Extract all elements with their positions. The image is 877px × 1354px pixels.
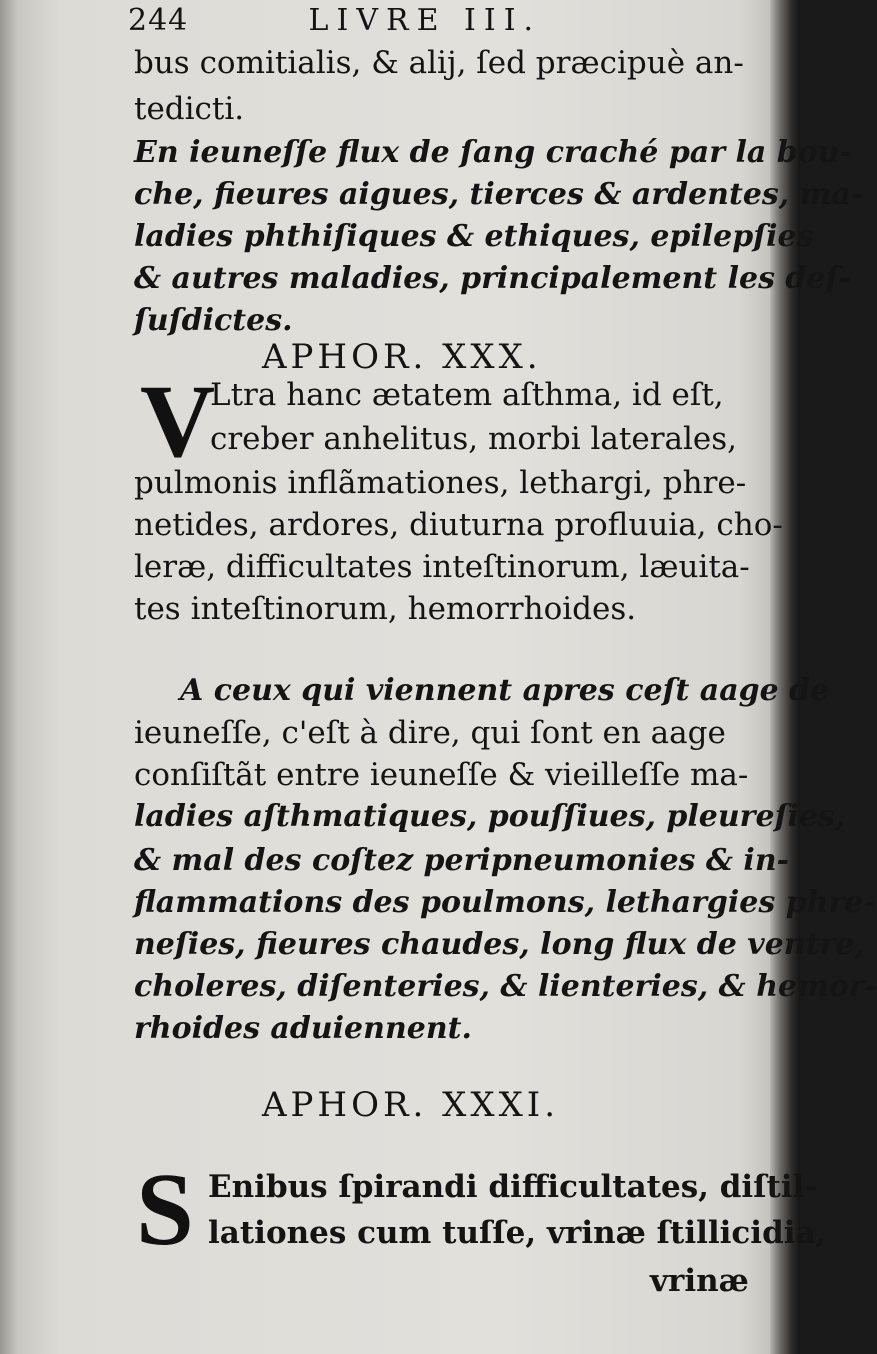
latin-line-5: pulmonis inflãmationes, lethargi, phre- xyxy=(134,465,747,501)
latin-line-7: leræ, difficultates inteſtinorum, læuita- xyxy=(134,549,750,585)
latin-line-1: bus comitialis, & alij, ſed præcipuè an- xyxy=(134,45,744,81)
french-line-2: che, fieures aigues, tierces & ardentes, ma- xyxy=(134,177,864,212)
french-line-4: & autres maladies, principalement les deſ- xyxy=(134,261,851,296)
aphorism-heading-31: APHOR. XXXI. xyxy=(262,1085,560,1125)
french-line-13: choleres, diſenteries, & lienteries, & hemor- xyxy=(134,969,877,1004)
french-line-8: conſiſtãt entre ieuneſſe & vieilleſſe ma- xyxy=(134,757,749,793)
latin-line-2: tedicti. xyxy=(134,91,245,127)
french-line-9: ladies aſthmatiques, pouſſiues, pleureſies, xyxy=(134,799,846,834)
french-line-12: neſies, fieures chaudes, long flux de ventre, xyxy=(134,927,865,962)
running-head xyxy=(128,3,542,38)
french-line-10: & mal des coſtez peripneumonies & in- xyxy=(134,843,790,878)
french-line-14: rhoides aduiennent. xyxy=(134,1011,472,1046)
french-line-1: En ieuneſſe flux de ſang craché par la bou- xyxy=(134,135,853,170)
dropcap-s: S xyxy=(136,1152,194,1267)
french-line-11: flammations des poulmons, lethargies phre- xyxy=(134,885,876,920)
latin-line-8: tes inteſtinorum, hemorrhoides. xyxy=(134,591,637,627)
latin-line-4: creber anhelitus, morbi laterales, xyxy=(210,421,738,457)
french-line-5: ſuſdictes. xyxy=(134,303,293,338)
french-line-3: ladies phthiſiques & ethiques, epilepſies xyxy=(134,219,814,254)
dropcap-v: V xyxy=(140,364,216,479)
running-title: LIVRE III. xyxy=(308,3,542,38)
page-number: 244 xyxy=(128,3,189,38)
french-line-6: A ceux qui viennent apres ceſt aage de xyxy=(180,673,830,708)
aphorism-heading-30: APHOR. XXX. xyxy=(262,337,542,377)
latin-line-10: lationes cum tuſſe, vrinæ ſtillicidia, xyxy=(208,1215,827,1251)
latin-line-6: netides, ardores, diuturna profluuia, cho- xyxy=(134,507,783,543)
french-line-7: ieuneſſe, c'eſt à dire, qui ſont en aage xyxy=(134,715,726,751)
latin-line-9: Enibus ſpirandi difficultates, diſtil- xyxy=(208,1169,818,1205)
latin-line-3: Ltra hanc ætatem aſthma, id eſt, xyxy=(210,377,724,413)
catchword: vrinæ xyxy=(650,1263,749,1299)
